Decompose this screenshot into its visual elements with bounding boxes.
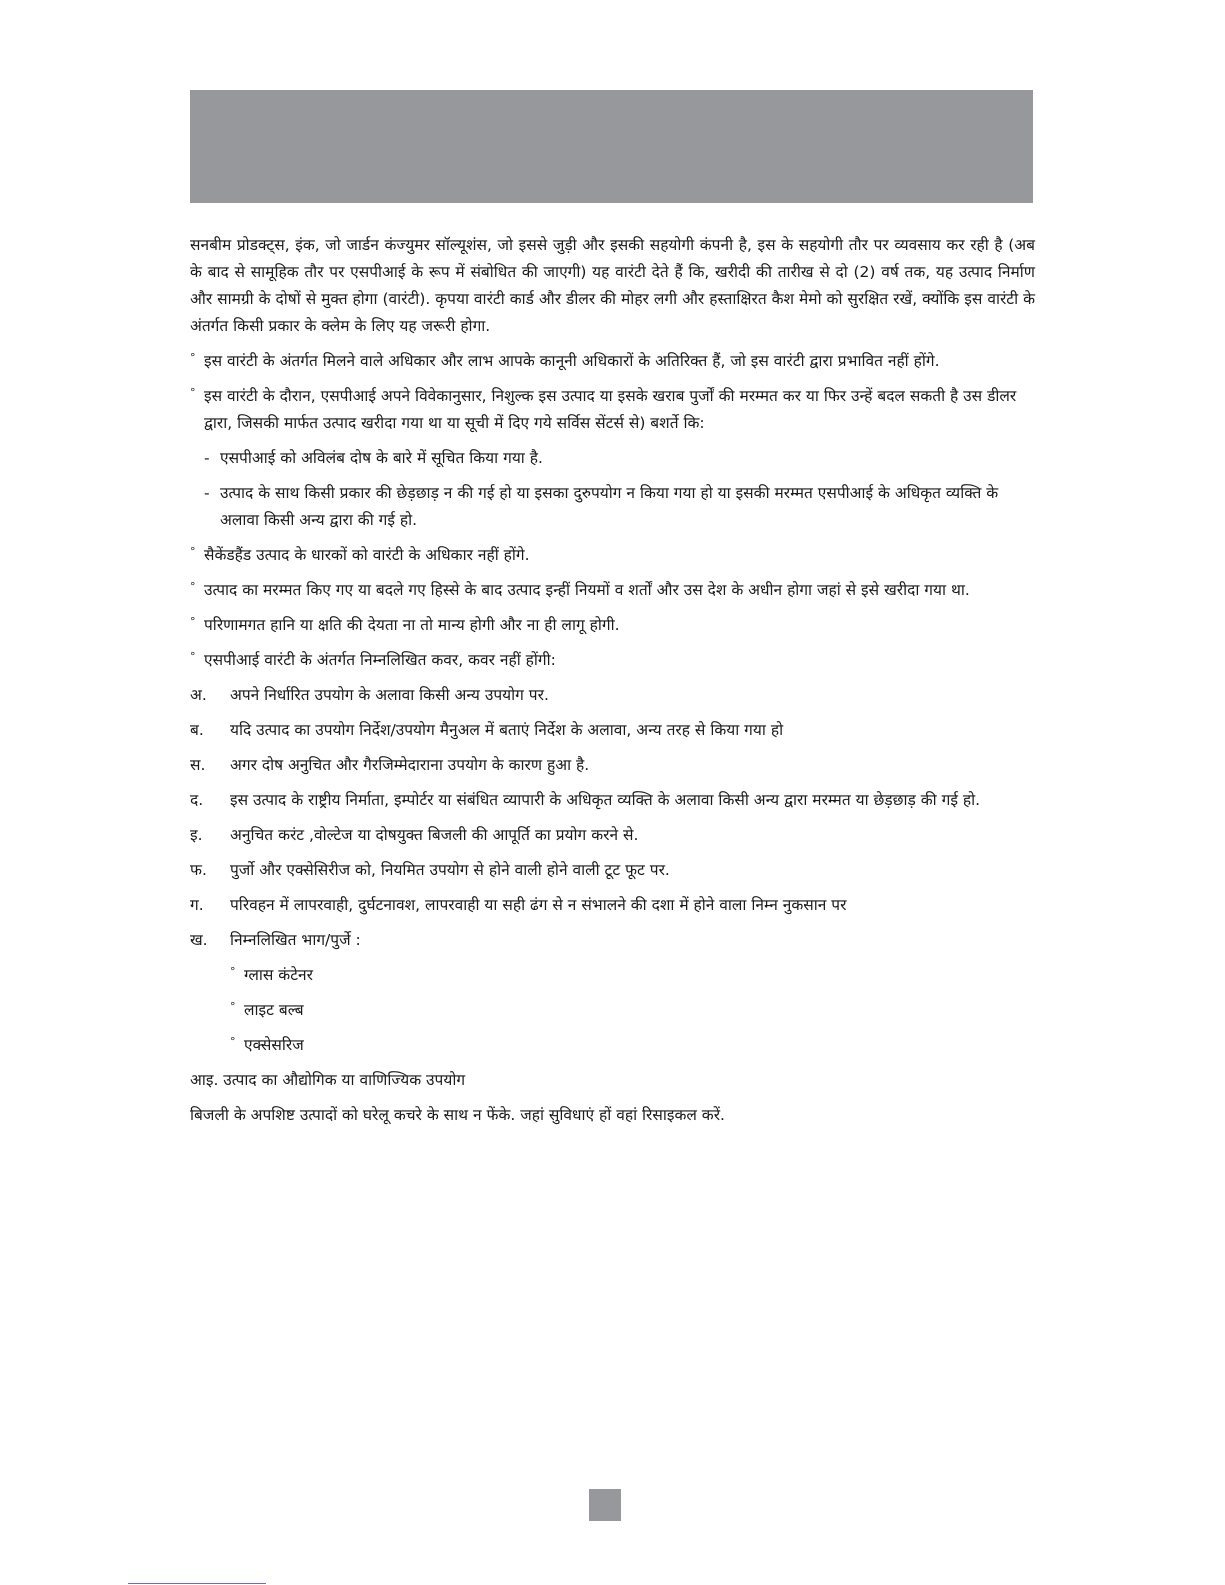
bullet-item: ° सैकेंडहैंड उत्पाद के धारकों को वारंटी के अधिकार नहीं होंगे.	[190, 545, 530, 564]
lettered-item: ब. यदि उत्पाद का उपयोग निर्देश/उपयोग मैनुअल में बताएं निर्देश के अलावा, अन्य तरह से किया गया हो	[190, 721, 784, 739]
bullet-mark: °	[190, 386, 196, 399]
bullet-item: ° इस वारंटी के अंतर्गत मिलने वाले अधिकार और लाभ आपके कानूनी अधिकारों के अतिरिक्त हैं, जो इस वारंटी द्वारा प्रभावित नहीं होंगे.	[190, 348, 1035, 375]
header-bar	[190, 90, 1033, 203]
bullet-mark: °	[190, 351, 196, 364]
lettered-item: इ. अनुचित करंट ,वोल्टेज या दोषयुक्त बिजली की आपूर्ति का प्रयोग करने से.	[190, 826, 639, 844]
bullet-item: ° परिणामगत हानि या क्षति की देयता ना तो मान्य होगी और ना ही लागू होगी.	[190, 615, 620, 634]
page-number-box	[589, 1489, 621, 1521]
closing-line: बिजली के अपशिष्ट उत्पादों को घरेलू कचरे के साथ न फेंके. जहां सुविधाएं हों वहां रिसाइकल करें.	[190, 1106, 725, 1124]
dash-item: - उत्पाद के साथ किसी प्रकार की छेड़छाड़ न की गई हो या इसका दुरुपयोग न किया गया हो या इसकी मरम्मत एसपीआई के अधिकृत व्यक्ति के अलावा किसी अन्य द्वारा की गई हो.	[204, 484, 999, 529]
part-item: ° ग्लास कंटेनर	[230, 965, 313, 984]
part-item: ° एक्सेसरिज	[230, 1035, 304, 1054]
lettered-item: द. इस उत्पाद के राष्ट्रीय निर्माता, इम्पोर्टर या संबंधित व्यापारी के अधिकृत व्यक्ति के अलावा किसी अन्य द्वारा मरम्मत या छेड़छाड़ की गई हो.	[190, 791, 981, 809]
lettered-item: ग. परिवहन में लापरवाही, दुर्घटनावश, लापरवाही या सही ढंग से न संभालने की दशा में होने वाला निम्न नुकसान पर	[190, 896, 847, 914]
lettered-item: फ. पुर्जो और एक्सेसिरीज को, नियमित उपयोग से होने वाली होने वाली टूट फूट पर.	[190, 861, 670, 879]
bullet-item: ° एसपीआई वारंटी के अंतर्गत निम्नलिखित कवर, कवर नहीं होंगी:	[190, 650, 556, 669]
dash-item: - एसपीआई को अविलंब दोष के बारे में सूचित किया गया है.	[204, 449, 543, 467]
footer-line	[128, 1583, 266, 1584]
bullet-item: ° इस वारंटी के दौरान, एसपीआई अपने विवेकानुसार, निशुल्क इस उत्पाद या इसके खराब पुर्जों की मरम्मत कर या फिर उन्हें बदल सकती है उस डीलर द्वारा, जिसकी मार्फत उत्पाद खरीदा गया था या सूची में दिए गये सर्विस सेंटर्स से) बशर्ते कि:	[190, 383, 1035, 437]
lettered-item: स. अगर दोष अनुचित और गैरजिम्मेदाराना उपयोग के कारण हुआ है.	[190, 756, 590, 774]
part-item: ° लाइट बल्ब	[230, 1000, 304, 1019]
lettered-item: ख. निम्नलिखित भाग/पुर्जे :	[190, 931, 361, 949]
warranty-content	[190, 232, 1035, 1137]
lettered-item: अ. अपने निर्धारित उपयोग के अलावा किसी अन्य उपयोग पर.	[190, 686, 549, 704]
intro-paragraph: सनबीम प्रोडक्ट्स, इंक, जो जार्डन कंज्युमर सॉल्यूशंस, जो इससे जुड़ी और इसकी सहयोगी कंपनी है, इस के सहयोगी तौर पर व्यवसाय कर रही है (अब के बाद से सामूहिक तौर पर एसपीआई के रूप में संबोधित की जाएगी) यह वारंटी देते हैं कि, खरीदी की तारीख से दो (2) वर्ष तक, यह उत्पाद निर्माण और सामग्री के दोषों से मुक्त होगा (वारंटी). कृपया वारंटी कार्ड और डीलर की मोहर लगी और हस्ताक्षिरत कैश मेमो को सुरक्षित रखें, क्योंकि इस वारंटी के अंतर्गत किसी प्रकार के क्लेम के लिए यह जरूरी होगा.	[190, 236, 1035, 335]
closing-line: आइ. उत्पाद का औद्योगिक या वाणिज्यिक उपयोग	[190, 1071, 466, 1089]
bullet-item: ° उत्पाद का मरम्मत किए गए या बदले गए हिस्से के बाद उत्पाद इन्हीं नियमों व शर्तों और उस देश के अधीन होगा जहां से इसे खरीदा गया था.	[190, 580, 970, 599]
